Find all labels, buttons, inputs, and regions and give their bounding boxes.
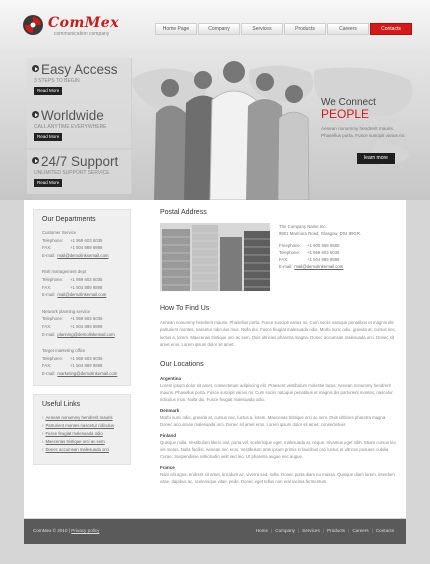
read-more-button[interactable]: Read More (34, 133, 62, 141)
logo[interactable] (22, 12, 122, 40)
department-fax: +1 504 889 9898 (70, 363, 103, 369)
location-text: Nam elit agna, endrerit sit amet, tincidunt ac, viverra sed, nulla. Donec porta diam eu massa. Quisque diam lorem, interdum vitae, dapibus ac, scelerisque vitae, pede. Donec eget tellus non erat lacinia fermentum. (160, 471, 395, 484)
department-phone: +1 959 603 6035 (70, 276, 103, 282)
copyright (33, 528, 99, 533)
promo-easy-access (27, 58, 132, 102)
postal-address: The Company Name Inc. 8901 Marmora Road, Glasgow, D04 89GR. Freephone: +1 800 559 6580 Telephone: +1 959 603 6035 FAX: +1 504 889 9898 E-mail: mail@demolinkemail.com (279, 223, 397, 270)
department-fax: +1 504 889 9898 (70, 245, 103, 251)
sidebar (33, 209, 131, 465)
department-phone: +1 959 603 6035 (70, 355, 103, 361)
location-name: Denmark (160, 407, 180, 413)
nav-home[interactable]: Home Page (155, 23, 197, 35)
postal-title: Postal Address (160, 209, 207, 216)
department-item: Customer Service Telephone: +1 959 603 6035 FAX: +1 504 889 9898 E-mail: mail@demolinksemail.com (42, 229, 124, 259)
location-item (160, 407, 398, 428)
department-phone: +1 959 603 6035 (70, 316, 103, 322)
footer-link-services[interactable]: Services (302, 528, 320, 533)
logo-swirl-icon (22, 14, 44, 36)
street-address: 8901 Marmora Road, Glasgow, D04 89GR. (279, 231, 362, 236)
department-phone: +1 959 603 6035 (70, 237, 103, 243)
department-fax: +1 504 889 9898 (70, 323, 103, 329)
promo-title: 24/7 Support (41, 154, 119, 169)
logo-tagline: communication company (54, 31, 110, 37)
useful-link[interactable]: › Donec accumsan malesuada orci (42, 446, 124, 454)
department-email-link[interactable]: planning@demolinkemail.com (57, 331, 115, 337)
department-item: Target marketing office Telephone: +1 959 603 6035 FAX: +1 504 889 9898 E-mail: marketing@demolinkemail.com (42, 347, 124, 377)
arrow-circle-icon (32, 111, 39, 118)
postal-section (160, 223, 398, 305)
footer-link-products[interactable]: Products (326, 528, 346, 533)
header (0, 0, 430, 50)
promo-title: Easy Access (41, 62, 118, 77)
location-text: Lorem ipsum dolor sit amet, consectetuer adipiscing elit. Praesent vestibulum molestie lacus. Aenean nonummy hendrerit mauris. Phasellus porta. Fusce suscipit varius mi. Cum sociis natoque penatibus et magnis dis parturient montes, nascetur ridiculus mus. Nulla dui. Fusce feugiat malesuada odio. (160, 382, 393, 402)
promo-support (27, 150, 132, 194)
copyright-text: ComMex © 2010 | (33, 528, 71, 533)
footer-link-contacts[interactable]: Contacts (375, 528, 394, 533)
useful-links-box (33, 394, 131, 465)
find-us-text: Aenean nonummy hendrerit mauris. Phasellus porta. Fusce suscipit varius mi. Cum sociis natoque penatibus et magnis dis parturient montes, nascetur ridiculus mus. Nulla dui. Fusce feugiat malesuada odio. Morbi nunc odio, gravida at, cursus nec, luctus a, lorem. Maecenas tristique orci ac sem. Duis ultricies pharetra magna. Donec accumsan malesuada orci. Donec sit amet eros. Lorem ipsum dolor sit amet. (160, 320, 396, 348)
footer (24, 519, 406, 544)
arrow-circle-icon (32, 65, 39, 72)
building-photo-image (160, 223, 270, 291)
useful-link[interactable]: › Parturient montes nascetur ridiculus (42, 422, 124, 430)
hero-title: We Connect (321, 97, 376, 108)
department-item: Network planning service Telephone: +1 959 603 6035 FAX: +1 504 889 9898 E-mail: planning@demolinkemail.com (42, 308, 124, 338)
find-us-title: How To Find Us (160, 305, 210, 312)
useful-link[interactable]: › Maecenas tristique orci ac sem (42, 438, 124, 446)
location-text: Morbi nunc odio, gravida at, cursus nec, luctus a, lorem. Maecenas tristique orci ac sem. Duis ultricies pharetra magna. Donec accumsan malesuada orci. Donec sit amet eros. Lorem ipsum dolor sit amet, consectetuer. (160, 414, 387, 427)
department-name: Network planning service (42, 308, 91, 314)
read-more-button[interactable]: Read More (34, 87, 62, 95)
fax-value: +1 504 889 9898 (307, 257, 340, 262)
promo-subtitle: 3 STEPS TO BEGIN (34, 78, 80, 84)
location-name: Argentina (160, 375, 182, 381)
location-item (160, 464, 398, 485)
learn-more-button[interactable]: learn more (357, 153, 395, 164)
departments-box (33, 209, 131, 386)
department-item: Risk management dept Telephone: +1 959 603 6035 FAX: +1 504 889 9898 E-mail: mail@demolinkemail.com (42, 268, 124, 298)
content-area (24, 200, 406, 518)
promo-worldwide (27, 104, 132, 148)
department-name: Target marketing office (42, 348, 86, 354)
location-item (160, 375, 398, 403)
postal-email-link[interactable]: mail@demolinkemail.com (294, 264, 344, 269)
locations-title: Our Locations (160, 360, 204, 368)
freephone-value: +1 800 559 6580 (307, 243, 340, 248)
footer-link-careers[interactable]: Careers (352, 528, 369, 533)
hero-banner (0, 50, 430, 200)
department-email-link[interactable]: mail@demolinkemail.com (57, 292, 107, 298)
location-name: France (160, 464, 175, 470)
department-fax: +1 504 889 9898 (70, 284, 103, 290)
useful-link[interactable]: › Aenean nonummy hendrerit mauris (42, 414, 124, 422)
useful-link[interactable]: › Fusce feugiat malesuada odio (42, 430, 124, 438)
read-more-button[interactable]: Read More (34, 179, 62, 187)
nav-contacts[interactable]: Contacts (370, 23, 412, 35)
footer-nav: Home | Company | Services | Products | Careers | Contacts (255, 528, 394, 533)
location-name: Finland (160, 432, 176, 438)
main-column (160, 209, 398, 489)
main-nav (155, 23, 413, 35)
hero-text: Aenean nonummy hendrerit mauris. Phasellus porta. Fusce suscipit varius mi. (321, 126, 406, 138)
department-email-link[interactable]: marketing@demolinkemail.com (57, 370, 118, 376)
nav-products[interactable]: Products (284, 23, 326, 35)
department-name: Customer Service (42, 230, 77, 235)
nav-company[interactable]: Company (198, 23, 240, 35)
privacy-policy-link[interactable]: Privacy policy (71, 528, 100, 533)
logo-text: ComMex (48, 15, 120, 31)
arrow-circle-icon (32, 157, 39, 164)
departments-title: Our Departments (42, 216, 96, 223)
nav-services[interactable]: Services (241, 23, 283, 35)
company-name: The Company Name Inc. (279, 224, 327, 229)
team-photo-image (148, 58, 310, 200)
promo-subtitle: UNLIMITED SUPPORT SERVICE (34, 170, 110, 176)
useful-links-title: Useful Links (42, 400, 81, 408)
footer-link-company[interactable]: Company (275, 528, 295, 533)
telephone-value: +1 959 603 6035 (307, 250, 340, 255)
department-name: Risk management dept (42, 269, 87, 275)
hero-highlight: PEOPLE (321, 107, 370, 121)
nav-careers[interactable]: Careers (327, 23, 369, 35)
footer-link-home[interactable]: Home (255, 528, 269, 533)
location-item (160, 432, 398, 460)
promo-subtitle: CALL ANYTIME EVERYWHERE (34, 124, 107, 130)
promo-title: Worldwide (41, 108, 104, 123)
department-email-link[interactable]: mail@demolinksemail.com (57, 252, 109, 258)
location-text: Quisque nulla. Vestibulum libero nisl, porta vel, scelerisque eget, malesuada at, neque. Vivamus eget nibh. Etiam cursus leo vel metus. Nulla facilisi. Aenean nec eros. Vestibulum ante ipsum primis in faucibus orci luctus et ultrices posuere cubilia Curae; Suspendisse sollicitudin velit sed leo. Ut pharetra augue nec augue. (160, 439, 396, 459)
